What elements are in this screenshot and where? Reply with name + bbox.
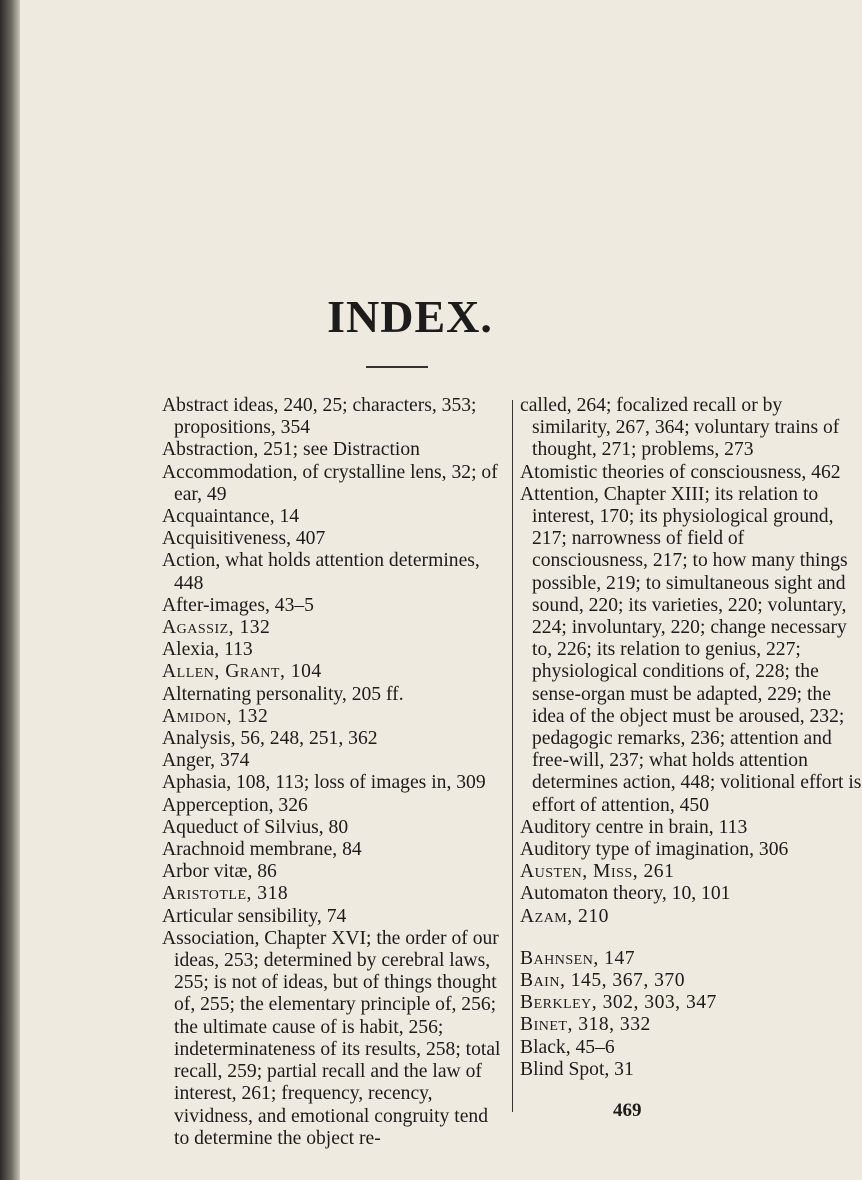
index-entry: Alternating personality, 205 ff. [162,683,404,705]
index-page [20,0,862,1180]
index-entry: Black, 45–6 [520,1036,615,1058]
right-column [520,395,862,1081]
index-entry: Aphasia, 108, 113; loss of images in, 309 [162,772,486,794]
index-entry: Abstraction, 251; see Distraction [162,439,420,461]
index-entry: Binet, 318, 332 [520,1014,651,1036]
index-entry: Bahnsen, 147 [520,947,636,969]
index-entry: Attention, Chapter XIII; its relation to interest, 170; its physiological ground, 217; narrowness of field of consciousness, 217; to how many things possible, 219; to simultaneous sight and sound, 220; its varieties, 220; voluntary, 224; involuntary, 220; change necessary to, 226; its relation to genius, 227; physiological conditions of, 228; the sense-organ must be adapted, 229; the idea of the object must be aroused, 232; pedagogic remarks, 236; attention and free-will, 237; what holds attention determines action, 448; volitional effort is effort of attention, 450 [520,483,862,816]
index-entry: Abstract ideas, 240, 25; characters, 353; propositions, 354 [162,395,477,439]
index-entry: Alexia, 113 [162,639,253,661]
index-entry: After-images, 43–5 [162,594,314,616]
index-entry: Atomistic theories of consciousness, 462 [520,461,841,483]
index-entry: Acquisitiveness, 407 [162,528,326,550]
index-entry: Aqueduct of Silvius, 80 [162,816,349,838]
index-entry: Allen, Grant, 104 [162,661,322,683]
index-entry: Articular sensibility, 74 [162,905,347,927]
index-entry: Berkley, 302, 303, 347 [520,992,717,1014]
index-entry: Blind Spot, 31 [520,1058,634,1080]
index-entry: Automaton theory, 10, 101 [520,883,731,905]
index-entry: Austen, Miss, 261 [520,861,675,883]
page-number: 469 [613,1100,642,1121]
index-entry: Acquaintance, 14 [162,506,300,528]
index-entry: Bain, 145, 367, 370 [520,970,686,992]
index-entry: Arbor vitæ, 86 [162,861,277,883]
index-entry: Apperception, 326 [162,794,308,816]
index-entry: Association, Chapter XVI; the order of our ideas, 253; determined by cerebral laws, 255; is not of ideas, but of things thought of, 255; the elementary principle of, 256; the ultimate cause of is habit, 256; indeterminateness of its results, 258; total recall, 259; partial recall and the law of interest, 261; frequency, recency, vividness, and emotional congruity tend to determine the object re- [162,927,501,1149]
index-entry: Arachnoid membrane, 84 [162,839,362,861]
index-entry: Anger, 374 [162,750,250,772]
index-entry: Agassiz, 132 [162,617,271,639]
column-divider [512,400,513,1112]
index-entry: Aristotle, 318 [162,883,289,905]
index-entry: Analysis, 56, 248, 251, 362 [162,728,378,750]
index-entry: Azam, 210 [520,905,609,927]
index-entry: Amidon, 132 [162,705,269,727]
index-entry: Accommodation, of crystalline lens, 32; of ear, 49 [162,461,498,505]
page-title: INDEX. [327,291,493,342]
title-rule [366,366,428,368]
index-entry: Auditory centre in brain, 113 [520,816,748,838]
index-entry: Auditory type of imagination, 306 [520,839,789,861]
index-entry: Action, what holds attention determines, 448 [162,550,480,594]
book-spine-shadow [0,0,20,1180]
left-column [162,395,502,1150]
index-entry: called, 264; focalized recall or by similarity, 267, 364; voluntary trains of thought, 271; problems, 273 [520,395,840,461]
